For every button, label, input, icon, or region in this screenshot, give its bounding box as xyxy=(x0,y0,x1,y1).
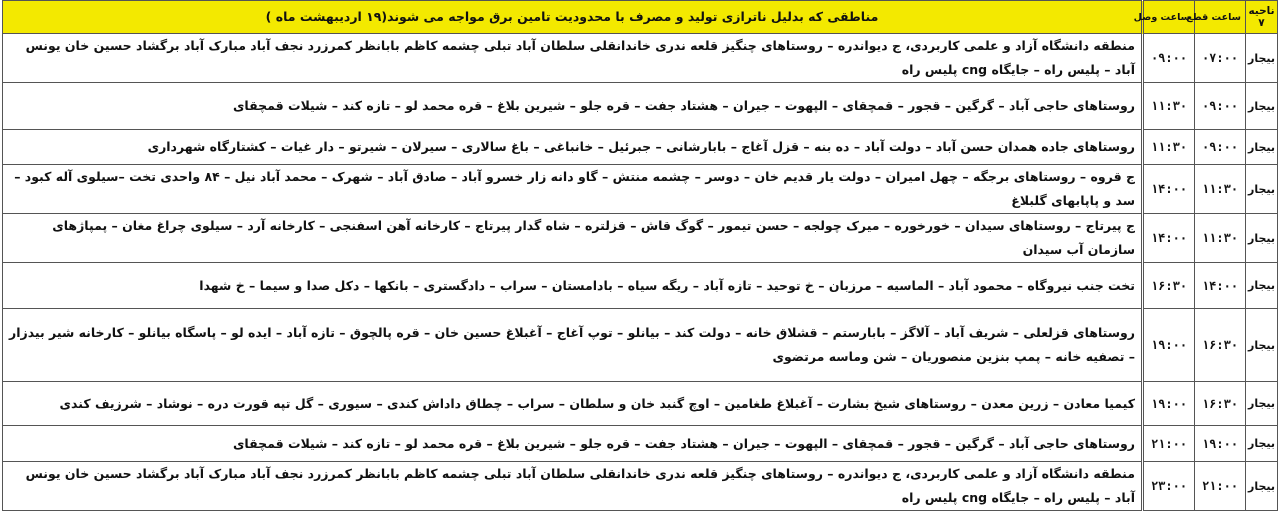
areas-description: روستاهای حاجی آباد – گرگین – قجور – قمچقای – الپهوت – جیران – هشتاد جفت – قره جلو – شیرین بلاغ – قره محمد لو – تازه کند – شیلات قمچقای xyxy=(3,83,1143,130)
cut-time-cell: ۱۶:۳۰ xyxy=(1195,382,1246,426)
connect-time-cell: ۱۱:۳۰ xyxy=(1143,83,1195,130)
cut-time-cell: ۱۴:۰۰ xyxy=(1195,263,1246,309)
area-cell: بیجار xyxy=(1246,382,1278,426)
areas-description: ج پیرتاج – روستاهای سیدان – خورخوره – میرک چولجه – حسن تیمور – گوگ قاش – قزلتره – شاه گدار پیرتاج – کارخانه آهن اسفنجی – کارخانه آرد – سیلوی چراغ مغان – پمپاژهای سازمان آب سیدان xyxy=(3,214,1143,263)
cut-time-cell: ۱۶:۳۰ xyxy=(1195,309,1246,382)
areas-description: روستاهای قزلعلی – شریف آباد – آلاگز – بابارستم – قشلاق خانه – دولت کند – بیانلو – توپ آغاج – آغبلاغ حسین خان – قره پالچوق – تازه آباد – ایده لو – پاسگاه بیانلو – کارخانه شیر بیدزار – تصفیه خانه – پمپ بنزین منصوریان – شن وماسه مرتضوی xyxy=(3,309,1143,382)
areas-description: تخت جنب نیروگاه – محمود آباد – الماسیه – مرزبان – خ توحید – تازه آباد – ریگه سیاه – بادامستان – سراب – دادگستری – بانکها – دکل صدا و سیما – خ شهدا xyxy=(3,263,1143,309)
cut-time-cell: ۱۱:۳۰ xyxy=(1195,214,1246,263)
schedule-table xyxy=(2,0,1278,511)
cut-time-cell: ۰۷:۰۰ xyxy=(1195,34,1246,83)
area-cell: بیجار xyxy=(1246,165,1278,214)
connect-time-cell: ۱۹:۰۰ xyxy=(1143,309,1195,382)
table-row xyxy=(3,382,1278,426)
connect-time-cell: ۰۹:۰۰ xyxy=(1143,34,1195,83)
connect-time-cell: ۲۳:۰۰ xyxy=(1143,462,1195,511)
header-cut-time: ساعت قطع xyxy=(1195,1,1246,34)
area-cell: بیجار xyxy=(1246,263,1278,309)
header-area-label: ناحیه xyxy=(1248,5,1275,17)
areas-description: ج قروه – روستاهای برجگه – چهل امیران – دولت یار قدیم خان – دوسر – چشمه منتش – گاو دانه زار خسرو آباد – صادق آباد – شهرک – محمد آباد نیل – ۸۴ واحدی تخت –سیلوی آله کبود – سد و پاپابهای گلبلاغ xyxy=(3,165,1143,214)
connect-time-cell: ۱۱:۳۰ xyxy=(1143,130,1195,165)
areas-description: منطقه دانشگاه آزاد و علمی کاربردی، ج دیواندره – روستاهای چنگیز قلعه ندری خاندانقلی سلطان آباد تبلی چشمه کاظم بابانظر کمرزرد نجف آباد مبارک آباد برگشاد حسین خان یونس آباد – پلیس راه – جایگاه cng پلیس راه xyxy=(3,34,1143,83)
connect-time-cell: ۱۴:۰۰ xyxy=(1143,214,1195,263)
table-row xyxy=(3,263,1278,309)
connect-time-cell: ۱۶:۳۰ xyxy=(1143,263,1195,309)
areas-description: کیمیا معادن – زرین معدن – روستاهای شیخ بشارت – آغبلاغ طغامین – اوچ گنبد خان و سلطان – سراب – چطاق داداش کندی – سیوری – گل تپه قورت دره – نوشاد – شرزیف کندی xyxy=(3,382,1143,426)
area-cell: بیجار xyxy=(1246,462,1278,511)
cut-time-cell: ۱۱:۳۰ xyxy=(1195,165,1246,214)
header-title: مناطقی که بدلیل ناترازی تولید و مصرف با محدودیت تامین برق مواجه می شوند(۱۹ اردیبهشت ماه ) xyxy=(3,1,1143,34)
area-cell: بیجار xyxy=(1246,34,1278,83)
cut-time-cell: ۲۱:۰۰ xyxy=(1195,462,1246,511)
table-row xyxy=(3,165,1278,214)
connect-time-cell: ۱۹:۰۰ xyxy=(1143,382,1195,426)
header-connect-time: ساعت وصل xyxy=(1143,1,1195,34)
area-cell: بیجار xyxy=(1246,83,1278,130)
table-row xyxy=(3,34,1278,83)
areas-description: روستاهای جاده همدان حسن آباد – دولت آباد – ده بنه – قزل آغاج – بابارشانی – جبرئیل – خانباغی – باغ سالاری – سیرلان – شیرتو – دار غیات – کشتارگاه شهرداری xyxy=(3,130,1143,165)
table-row xyxy=(3,83,1278,130)
area-cell: بیجار xyxy=(1246,309,1278,382)
connect-time-cell: ۱۴:۰۰ xyxy=(1143,165,1195,214)
cut-time-cell: ۱۹:۰۰ xyxy=(1195,426,1246,462)
table-row xyxy=(3,130,1278,165)
table-row xyxy=(3,462,1278,511)
areas-description: روستاهای حاجی آباد – گرگین – قجور – قمچقای – الپهوت – جیران – هشتاد جفت – قره جلو – شیرین بلاغ – قره محمد لو – تازه کند – شیلات قمچقای xyxy=(3,426,1143,462)
table-row xyxy=(3,309,1278,382)
area-cell: بیجار xyxy=(1246,214,1278,263)
header-row xyxy=(3,1,1278,34)
areas-description: منطقه دانشگاه آزاد و علمی کاربردی، ج دیواندره – روستاهای چنگیز قلعه ندری خاندانقلی سلطان آباد تبلی چشمه کاظم بابانظر کمرزرد نجف آباد مبارک آباد برگشاد حسین خان یونس آباد – پلیس راه – جایگاه cng پلیس راه xyxy=(3,462,1143,511)
header-area-suffix: ۷ xyxy=(1258,17,1265,29)
table-row xyxy=(3,426,1278,462)
header-area xyxy=(1246,1,1278,34)
connect-time-cell: ۲۱:۰۰ xyxy=(1143,426,1195,462)
cut-time-cell: ۰۹:۰۰ xyxy=(1195,83,1246,130)
area-cell: بیجار xyxy=(1246,426,1278,462)
cut-time-cell: ۰۹:۰۰ xyxy=(1195,130,1246,165)
area-cell: بیجار xyxy=(1246,130,1278,165)
table-row xyxy=(3,214,1278,263)
